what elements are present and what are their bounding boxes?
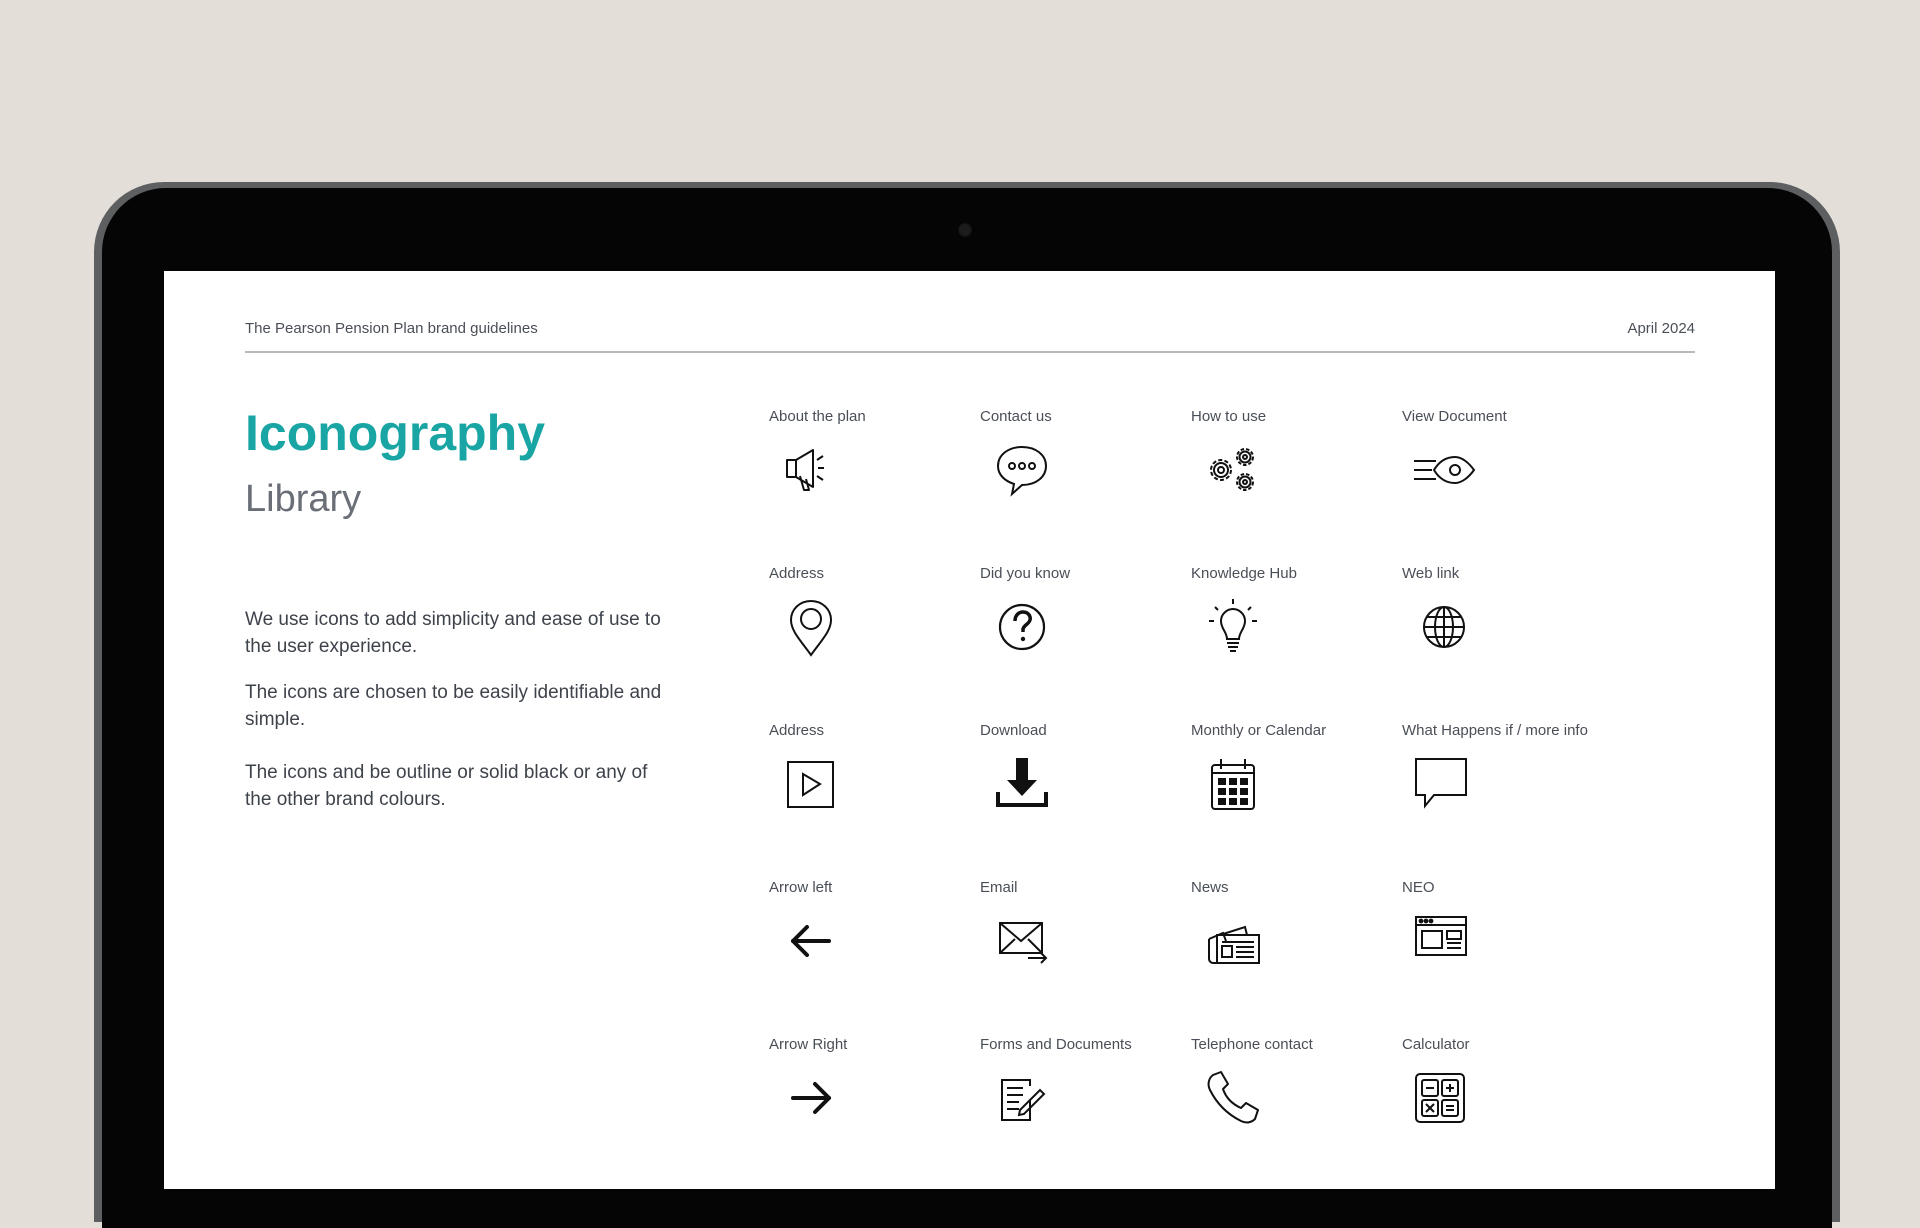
icon-tile xyxy=(769,408,980,565)
icon-label: Arrow left xyxy=(769,879,833,896)
email-icon xyxy=(990,909,1054,973)
icon-label: Download xyxy=(980,722,1047,739)
icon-tile xyxy=(1191,879,1402,1036)
document-date: April 2024 xyxy=(1627,320,1695,337)
icon-tile xyxy=(1402,565,1613,722)
arrow-left-icon xyxy=(779,909,843,973)
telephone-icon xyxy=(1201,1066,1265,1130)
icon-label: Arrow Right xyxy=(769,1036,848,1053)
play-square-icon xyxy=(779,752,843,816)
icon-label: Knowledge Hub xyxy=(1191,565,1297,582)
icon-tile xyxy=(769,879,980,1036)
icon-tile xyxy=(1191,565,1402,722)
icon-tile xyxy=(1402,1036,1613,1189)
icon-label: Monthly or Calendar xyxy=(1191,722,1327,739)
icon-tile xyxy=(980,879,1191,1036)
gears-icon xyxy=(1201,438,1265,502)
icon-tile xyxy=(980,722,1191,879)
icon-tile xyxy=(980,408,1191,565)
icon-tile xyxy=(1402,879,1613,1036)
icon-label: Address xyxy=(769,722,825,739)
speech-bubble-icon xyxy=(1412,752,1476,816)
megaphone-icon xyxy=(779,438,843,502)
icon-label: Web link xyxy=(1402,565,1460,582)
icon-tile xyxy=(1191,722,1402,879)
page-subtitle: Library xyxy=(245,478,362,520)
icon-tile xyxy=(1191,1036,1402,1189)
intro-paragraph: We use icons to add simplicity and ease of use to the user experience. xyxy=(245,609,661,657)
icon-label: News xyxy=(1191,879,1229,896)
icon-label: Address xyxy=(769,565,825,582)
download-icon xyxy=(990,752,1054,816)
header-divider xyxy=(245,351,1695,353)
icon-label: View Document xyxy=(1402,408,1507,425)
calendar-icon xyxy=(1201,752,1265,816)
laptop-screen xyxy=(164,271,1775,1189)
question-circle-icon xyxy=(990,595,1054,659)
arrow-right-icon xyxy=(779,1066,843,1130)
intro-paragraph: The icons are chosen to be easily identifiable and simple. xyxy=(245,682,662,730)
icon-label: Contact us xyxy=(980,408,1052,425)
icon-tile xyxy=(1191,408,1402,565)
webcam xyxy=(958,223,972,237)
lightbulb-icon xyxy=(1201,595,1265,659)
browser-window-icon xyxy=(1412,909,1476,973)
map-pin-icon xyxy=(779,595,843,659)
icon-label: How to use xyxy=(1191,408,1267,425)
icon-label: Email xyxy=(980,879,1018,896)
icon-label: NEO xyxy=(1402,879,1435,896)
icon-label: About the plan xyxy=(769,408,866,425)
icon-label: Forms and Documents xyxy=(980,1036,1132,1053)
icon-label: Did you know xyxy=(980,565,1071,582)
icon-tile xyxy=(980,565,1191,722)
icon-tile xyxy=(980,1036,1191,1189)
calculator-icon xyxy=(1412,1066,1476,1130)
icon-tile xyxy=(1402,408,1613,565)
icon-tile xyxy=(769,722,980,879)
page-title: Iconography xyxy=(245,405,546,461)
icon-label: What Happens if / more info xyxy=(1402,722,1588,739)
speech-bubble-dots-icon xyxy=(990,438,1054,502)
intro-paragraph: The icons and be outline or solid black or any of the other brand colours. xyxy=(245,762,648,810)
icon-library-grid xyxy=(769,408,1669,1188)
icon-label: Calculator xyxy=(1402,1036,1470,1053)
document-title: The Pearson Pension Plan brand guidelines xyxy=(245,320,538,337)
icon-tile xyxy=(1402,722,1613,879)
icon-tile xyxy=(769,1036,980,1189)
icon-tile xyxy=(769,565,980,722)
globe-icon xyxy=(1412,595,1476,659)
newspaper-icon xyxy=(1201,909,1265,973)
icon-label: Telephone contact xyxy=(1191,1036,1313,1053)
eye-lines-icon xyxy=(1412,438,1476,502)
form-edit-icon xyxy=(990,1066,1054,1130)
